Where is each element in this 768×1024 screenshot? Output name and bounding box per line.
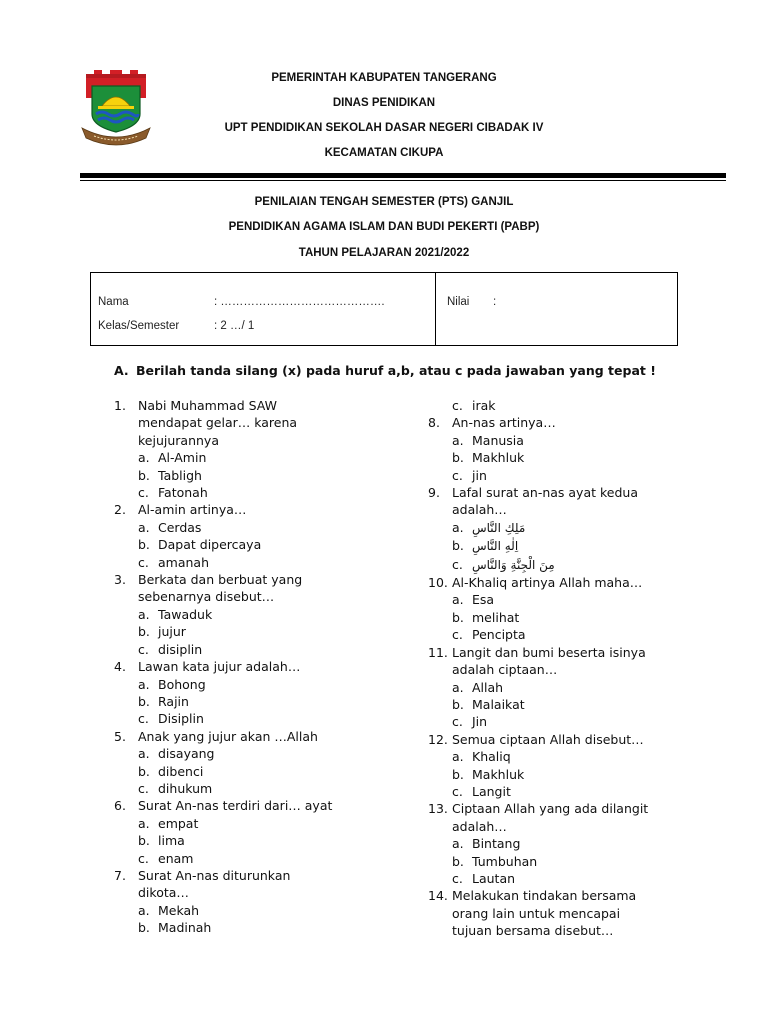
answer-option[interactable] — [428, 853, 698, 870]
answer-option[interactable] — [428, 556, 698, 574]
option-text: disayang — [158, 746, 215, 762]
answer-option[interactable] — [428, 713, 698, 730]
option-letter: a. — [138, 450, 150, 466]
option-text: Tabligh — [158, 467, 202, 483]
question-text: Surat An-nas terdiri dari… ayat — [138, 798, 333, 814]
option-text: dibenci — [158, 763, 204, 779]
option-text: disiplin — [158, 641, 203, 657]
question-item — [114, 658, 364, 728]
answer-option[interactable] — [428, 397, 698, 414]
exam-subject: PENDIDIKAN AGAMA ISLAM DAN BUDI PEKERTI (PABP) — [228, 221, 540, 233]
score-field[interactable]: : — [493, 296, 497, 308]
section-label: A. — [114, 363, 129, 378]
option-letter: c. — [138, 850, 149, 866]
question-text: Nabi Muhammad SAW — [138, 398, 277, 413]
question-text: Lawan kata jujur adalah… — [138, 659, 301, 675]
option-letter: b. — [138, 624, 150, 640]
header-department: DINAS PENIDIKAN — [332, 97, 436, 109]
option-text — [472, 556, 698, 574]
option-text: Madinah — [158, 920, 212, 936]
question-item — [428, 800, 698, 887]
answer-option[interactable] — [114, 780, 364, 797]
option-letter: b. — [138, 920, 150, 936]
header-district: KECAMATAN CIKUPA — [324, 147, 444, 159]
question-text: adalah… — [452, 818, 507, 834]
question-number: 13. — [428, 801, 448, 817]
question-line — [114, 884, 364, 901]
answer-option[interactable] — [428, 766, 698, 783]
option-text: Jin — [472, 714, 488, 730]
question-item — [428, 574, 698, 644]
identity-divider — [435, 273, 436, 345]
option-letter: b. — [452, 538, 464, 554]
question-line — [114, 571, 364, 588]
question-number: 12. — [428, 731, 448, 747]
answer-option[interactable] — [114, 815, 364, 832]
option-text: Esa — [472, 592, 495, 608]
answer-option[interactable] — [114, 606, 364, 623]
class-field[interactable]: : 2 …/ 1 — [214, 320, 255, 332]
question-item — [114, 728, 364, 798]
question-line — [114, 658, 364, 675]
name-field[interactable]: : ……………………………………. — [214, 296, 385, 308]
option-text: Khaliq — [472, 749, 511, 765]
option-letter: a. — [452, 519, 464, 535]
answer-option[interactable] — [428, 609, 698, 626]
answer-option[interactable] — [114, 676, 364, 693]
question-item — [428, 484, 698, 574]
questions-column-left — [114, 397, 364, 937]
answer-option[interactable] — [114, 519, 364, 536]
option-text: amanah — [158, 554, 210, 570]
header-rule-thick — [80, 173, 726, 178]
question-number: 7. — [114, 867, 126, 883]
question-item — [114, 571, 364, 658]
student-identity-box — [90, 272, 678, 346]
question-text: kejujurannya — [138, 432, 219, 448]
question-line — [428, 414, 698, 431]
option-text: Manusia — [472, 432, 524, 448]
option-text: Bohong — [158, 676, 206, 692]
question-number-indent — [114, 884, 138, 901]
question-line — [428, 731, 698, 748]
option-letter: c. — [452, 627, 463, 643]
section-instruction — [114, 363, 656, 378]
question-text: Surat An-nas diturunkan — [138, 867, 291, 883]
answer-option[interactable] — [114, 710, 364, 727]
answer-option[interactable] — [428, 537, 698, 555]
question-line — [114, 397, 364, 414]
option-text: Allah — [472, 679, 504, 695]
answer-option[interactable] — [114, 484, 364, 501]
answer-option[interactable] — [428, 748, 698, 765]
question-text: Al-amin artinya… — [138, 502, 247, 518]
question-line — [428, 644, 698, 661]
header-government: PEMERINTAH KABUPATEN TANGERANG — [271, 72, 497, 84]
option-text: Cerdas — [158, 519, 202, 535]
option-letter: b. — [138, 833, 150, 849]
option-letter: c. — [452, 467, 463, 483]
question-text: sebenarnya disebut… — [138, 589, 275, 605]
arabic-text: مِنَ الْجِنَّةِ وَالنَّاسِ — [472, 557, 555, 572]
option-text: Pencipta — [472, 627, 526, 643]
option-letter: a. — [138, 606, 150, 622]
question-line — [428, 800, 698, 817]
answer-option[interactable] — [428, 449, 698, 466]
option-text: Tumbuhan — [472, 853, 538, 869]
question-line — [428, 574, 698, 591]
question-number-indent — [114, 588, 138, 605]
option-letter: b. — [452, 853, 464, 869]
option-letter: a. — [138, 902, 150, 918]
question-number: 1. — [114, 398, 126, 413]
question-text: Melakukan tindakan bersama — [452, 888, 637, 904]
question-number: 10. — [428, 575, 448, 591]
option-letter: c. — [138, 641, 149, 657]
question-item — [428, 887, 698, 939]
question-line — [114, 432, 364, 449]
answer-option[interactable] — [428, 591, 698, 608]
question-number-indent — [428, 922, 452, 939]
header-school: UPT PENDIDIKAN SEKOLAH DASAR NEGERI CIBADAK IV — [224, 122, 544, 134]
question-text: adalah ciptaan… — [452, 662, 558, 678]
option-text: Malaikat — [472, 696, 525, 712]
option-text: dihukum — [158, 780, 213, 796]
option-text: Makhluk — [472, 450, 525, 466]
question-text: adalah… — [452, 502, 507, 518]
answer-option[interactable] — [114, 554, 364, 571]
question-line — [114, 414, 364, 431]
header-rule-thin — [80, 180, 726, 181]
option-letter: a. — [138, 676, 150, 692]
question-text: Al-Khaliq artinya Allah maha… — [452, 575, 643, 591]
answer-option[interactable] — [114, 641, 364, 658]
option-letter: a. — [452, 592, 464, 608]
answer-option[interactable] — [428, 679, 698, 696]
option-text — [472, 537, 698, 555]
answer-option[interactable] — [428, 696, 698, 713]
option-letter: b. — [138, 537, 150, 553]
instruction-text: Berilah tanda silang (x) pada huruf a,b, atau c pada jawaban yang tepat ! — [136, 363, 656, 378]
answer-option[interactable] — [428, 783, 698, 800]
option-letter: a. — [452, 432, 464, 448]
option-letter: a. — [452, 836, 464, 852]
exam-year: TAHUN PELAJARAN 2021/2022 — [298, 247, 470, 259]
option-letter: b. — [138, 467, 150, 483]
question-line — [428, 501, 698, 518]
question-number-indent — [428, 905, 452, 922]
question-line — [428, 887, 698, 904]
option-text: Bintang — [472, 836, 521, 852]
option-text: Makhluk — [472, 766, 525, 782]
option-text: Al-Amin — [158, 450, 207, 466]
answer-option[interactable] — [428, 519, 698, 537]
option-text: lima — [158, 833, 185, 849]
option-text: Langit — [472, 783, 511, 799]
option-letter: a. — [138, 815, 150, 831]
option-letter: c. — [138, 711, 149, 727]
answer-option[interactable] — [114, 850, 364, 867]
question-item — [428, 414, 698, 484]
answer-option[interactable] — [114, 902, 364, 919]
answer-option[interactable] — [114, 449, 364, 466]
question-line — [428, 905, 698, 922]
option-letter: c. — [138, 485, 149, 501]
option-letter: b. — [138, 763, 150, 779]
question-number: 9. — [428, 485, 440, 501]
answer-option[interactable] — [114, 467, 364, 484]
option-letter: b. — [452, 696, 464, 712]
answer-option[interactable] — [428, 626, 698, 643]
question-number: 11. — [428, 644, 448, 660]
option-text: irak — [472, 398, 496, 413]
question-number-indent — [428, 501, 452, 518]
question-text: Semua ciptaan Allah disebut… — [452, 731, 644, 747]
answer-option[interactable] — [428, 467, 698, 484]
option-text: Rajin — [158, 693, 189, 709]
question-number: 14. — [428, 888, 448, 904]
question-text: Langit dan bumi beserta isinya — [452, 644, 646, 660]
arabic-text: اِلٰهِ النَّاسِ — [472, 539, 519, 554]
option-letter: c. — [138, 780, 149, 796]
score-label: Nilai — [447, 296, 470, 308]
option-letter: c. — [452, 714, 463, 730]
question-text: Ciptaan Allah yang ada dilangit — [452, 801, 649, 817]
option-text — [472, 519, 698, 537]
question-text: mendapat gelar… karena — [138, 415, 298, 431]
question-line — [428, 661, 698, 678]
question-number-indent — [428, 661, 452, 678]
question-item — [114, 867, 364, 937]
option-letter: a. — [452, 749, 464, 765]
option-text: enam — [158, 850, 194, 866]
question-number: 2. — [114, 502, 126, 518]
answer-option[interactable] — [114, 745, 364, 762]
arabic-text: مَلِكِ النَّاسِ — [472, 520, 526, 535]
option-letter: c. — [452, 556, 463, 572]
option-letter: a. — [138, 746, 150, 762]
option-letter: b. — [452, 609, 464, 625]
question-line — [114, 501, 364, 518]
question-text: An-nas artinya… — [452, 415, 556, 431]
option-text: Fatonah — [158, 485, 208, 501]
option-letter: c. — [452, 398, 463, 413]
questions-column-right — [428, 397, 698, 940]
question-item — [428, 644, 698, 731]
option-letter: c. — [138, 554, 149, 570]
question-line — [114, 728, 364, 745]
answer-option[interactable] — [114, 536, 364, 553]
question-line — [114, 588, 364, 605]
answer-option[interactable] — [428, 432, 698, 449]
option-letter: b. — [138, 693, 150, 709]
option-text: Mekah — [158, 902, 200, 918]
question-number: 3. — [114, 572, 126, 588]
question-number: 4. — [114, 659, 126, 675]
answer-option[interactable] — [114, 763, 364, 780]
question-line — [114, 797, 364, 814]
answer-option[interactable] — [428, 870, 698, 887]
option-text: melihat — [472, 609, 520, 625]
question-text: Lafal surat an-nas ayat kedua — [452, 485, 638, 501]
question-item — [428, 397, 698, 414]
question-text: tujuan bersama disebut… — [452, 923, 614, 939]
option-letter: b. — [452, 766, 464, 782]
question-text: orang lain untuk mencapai — [452, 905, 621, 921]
option-text: Tawaduk — [158, 606, 213, 622]
option-letter: c. — [452, 783, 463, 799]
option-letter: a. — [452, 679, 464, 695]
option-text: Disiplin — [158, 711, 204, 727]
option-text: jujur — [158, 624, 186, 640]
exam-title: PENILAIAN TENGAH SEMESTER (PTS) GANJIL — [254, 196, 514, 208]
question-number: 6. — [114, 798, 126, 814]
question-number-indent — [428, 818, 452, 835]
question-text: Anak yang jujur akan …Allah — [138, 728, 318, 744]
answer-option[interactable] — [428, 835, 698, 852]
option-text: Lautan — [472, 870, 516, 886]
class-label: Kelas/Semester — [98, 320, 180, 332]
question-number: 5. — [114, 728, 126, 744]
answer-option[interactable] — [114, 623, 364, 640]
question-line — [428, 818, 698, 835]
question-line — [428, 484, 698, 501]
question-number-indent — [114, 414, 138, 431]
option-text: jin — [472, 467, 487, 483]
question-item — [428, 731, 698, 801]
question-line — [428, 922, 698, 939]
answer-option[interactable] — [114, 832, 364, 849]
question-text: Berkata dan berbuat yang — [138, 572, 303, 588]
option-letter: b. — [452, 450, 464, 466]
option-letter: a. — [138, 519, 150, 535]
name-label: Nama — [98, 296, 129, 308]
question-item — [114, 797, 364, 867]
question-item — [114, 397, 364, 501]
option-letter: c. — [452, 870, 463, 886]
question-line — [114, 867, 364, 884]
question-number: 8. — [428, 415, 440, 431]
question-number-indent — [114, 432, 138, 449]
answer-option[interactable] — [114, 693, 364, 710]
question-text: dikota… — [138, 885, 189, 901]
question-item — [114, 501, 364, 571]
option-text: empat — [158, 815, 199, 831]
answer-option[interactable] — [114, 919, 364, 936]
option-text: Dapat dipercaya — [158, 537, 262, 553]
